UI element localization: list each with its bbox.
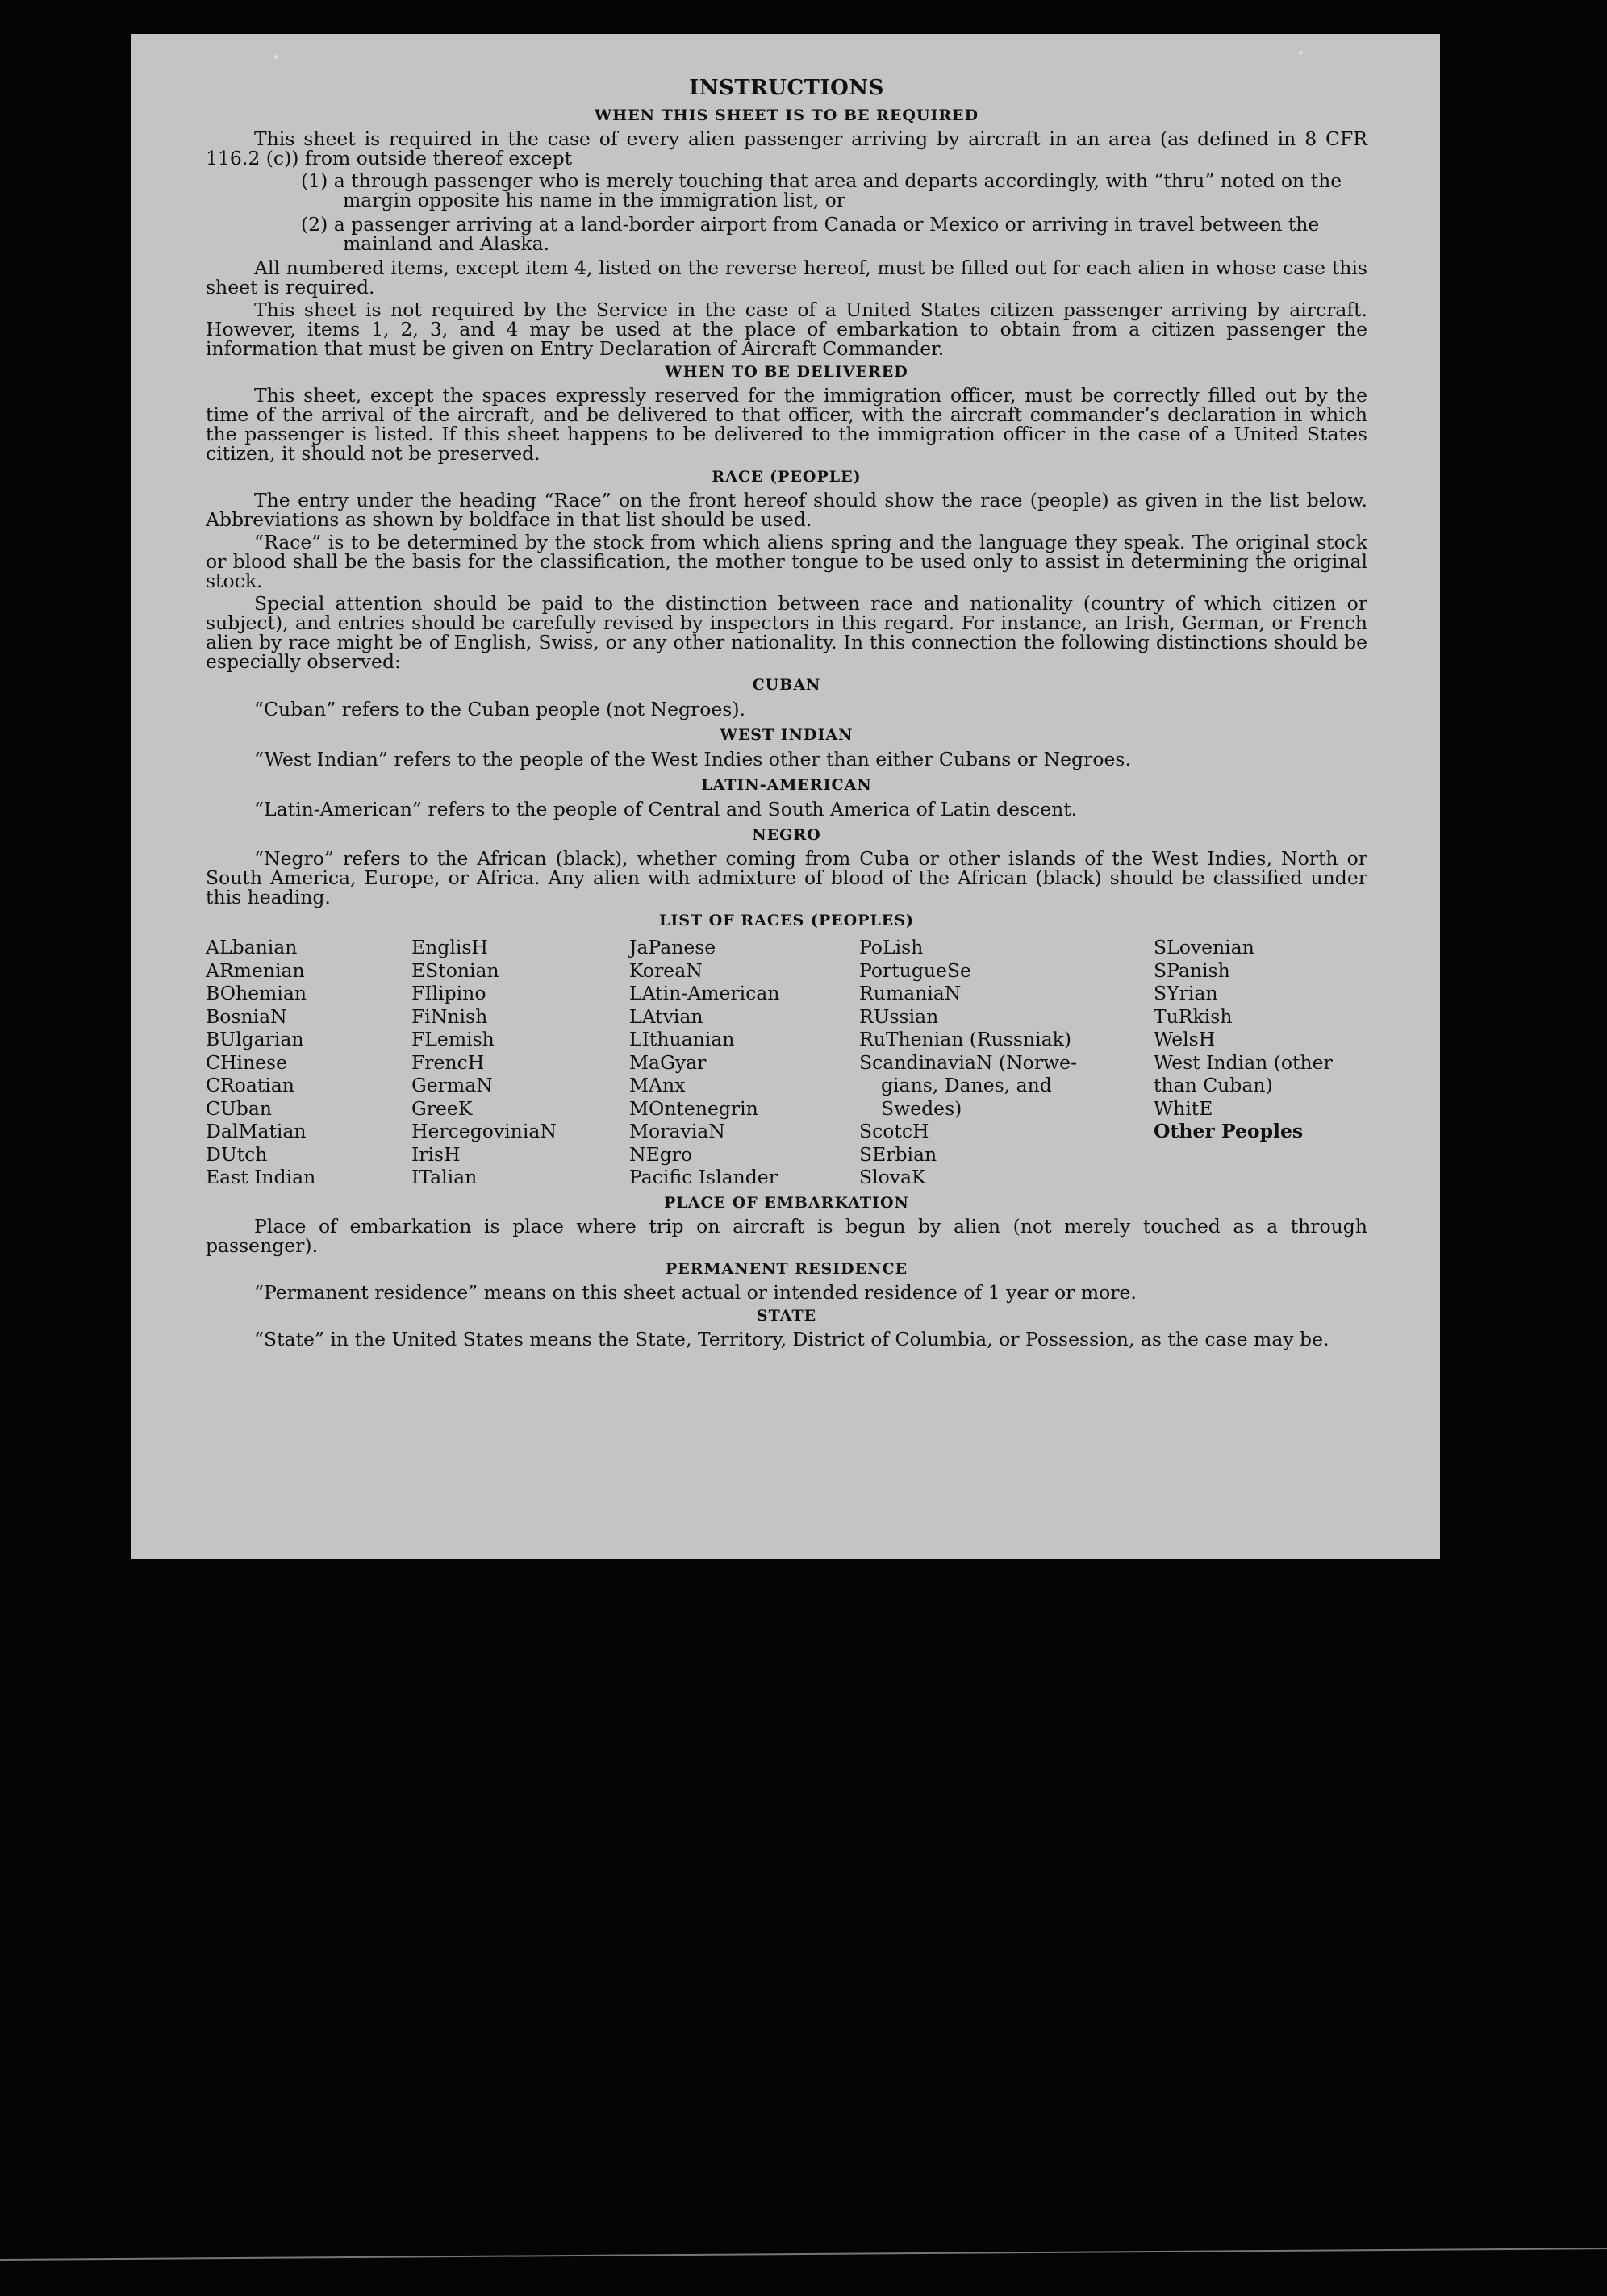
paragraph-numbered-items: All numbered items, except item 4, listed on the reverse hereof, must be filled out for each alien in whose case this sheet is required. xyxy=(206,257,1367,298)
paragraph-required-intro: This sheet is required in the case of every alien passenger arriving by aircraft in an area (as defined in 8 CFR 116.2 (c)) from outside thereof except xyxy=(206,127,1367,169)
race-item: ScotcH xyxy=(859,1120,929,1142)
text-place-of-embarkation: Place of embarkation is place where trip on aircraft is begun by alien (not merely touched as a through passenger). xyxy=(206,1214,1367,1257)
race-item: RUssian xyxy=(859,1004,939,1028)
heading-when-delivered: WHEN TO BE DELIVERED xyxy=(665,363,908,381)
race-item: SErbian xyxy=(859,1142,937,1166)
race-item: PortugueSe xyxy=(859,958,971,982)
text-west-indian: “West Indian” refers to the people of the West Indies other than either Cubans or Negroes. xyxy=(254,748,1131,770)
race-item: KoreaN xyxy=(629,958,703,982)
race-item: DalMatian xyxy=(206,1120,307,1142)
race-column-4 xyxy=(859,936,1154,1189)
list-item-2: (2) a passenger arriving at a land-border airport from Canada or Mexico or arriving in travel between the mainland and Alaska. xyxy=(301,213,1320,255)
race-item: Swedes) xyxy=(881,1096,962,1120)
race-item: SLovenian xyxy=(1154,936,1254,958)
race-column-2 xyxy=(411,936,629,1189)
race-item: than Cuban) xyxy=(1154,1074,1273,1096)
race-item: MoraviaN xyxy=(629,1120,725,1142)
scan-speck xyxy=(274,55,278,59)
race-item: TuRkish xyxy=(1154,1004,1233,1028)
heading-state: STATE xyxy=(756,1306,817,1325)
race-item: NEgro xyxy=(629,1142,693,1166)
paragraph-delivery: This sheet, except the spaces expressly reserved for the immigration officer, must be correctly filled out by the time of the arrival of the aircraft, and be delivered to that officer, with the aircraft commander’s declaration in which the passenger is listed. If this sheet happens to be delivered to the immigration officer in the case of a United States citizen, it should not be preserved. xyxy=(206,384,1367,465)
race-item: JaPanese xyxy=(629,936,716,958)
race-column-5 xyxy=(1154,936,1363,1189)
race-item: SYrian xyxy=(1154,982,1218,1004)
race-item: ScandinaviaN (Norwe- xyxy=(859,1050,1078,1074)
race-item: GermaN xyxy=(411,1074,493,1096)
text-latin-american: “Latin-American” refers to the people of Central and South America of Latin descent. xyxy=(254,798,1078,820)
race-item: SPanish xyxy=(1154,958,1230,982)
scan-speck xyxy=(1299,51,1303,55)
heading-list-of-races: LIST OF RACES (PEOPLES) xyxy=(659,912,914,929)
race-item: RumaniaN xyxy=(859,982,962,1004)
race-item: SlovaK xyxy=(859,1166,926,1188)
race-item: RuThenian (Russniak) xyxy=(859,1028,1071,1050)
text-cuban: “Cuban” refers to the Cuban people (not Negroes). xyxy=(254,698,746,720)
race-item: CRoatian xyxy=(206,1074,294,1096)
paragraph-citizen: This sheet is not required by the Service in the case of a United States citizen passenger arriving by aircraft. However, items 1, 2, 3, and 4 may be used at the place of embarkation to obtain from a citizen passenger the information that must be given on Entry Declaration of Aircraft Commander. xyxy=(206,298,1367,360)
scan-edge-line xyxy=(0,2248,1607,2261)
race-item: ITalian xyxy=(411,1166,478,1188)
race-item: CHinese xyxy=(206,1050,287,1074)
race-item: MOntenegrin xyxy=(629,1096,758,1120)
race-item: LAtvian xyxy=(629,1004,703,1028)
race-item: FIlipino xyxy=(411,982,486,1004)
race-item: MaGyar xyxy=(629,1050,707,1074)
heading-when-required: WHEN THIS SHEET IS TO BE REQUIRED xyxy=(594,106,979,124)
race-column-3 xyxy=(629,936,859,1189)
race-item: MAnx xyxy=(629,1074,686,1096)
race-item: West Indian (other xyxy=(1154,1050,1333,1074)
paragraph-race-stock: “Race” is to be determined by the stock from which aliens spring and the language they speak. The original stock or blood shall be the basis for the classification, the mother tongue to be used only to assist in determining the original stock. xyxy=(206,531,1367,592)
race-item: East Indian xyxy=(206,1166,316,1188)
race-item: LAtin-American xyxy=(629,982,780,1004)
heading-latin-american: LATIN-AMERICAN xyxy=(701,776,872,794)
race-item: GreeK xyxy=(411,1096,473,1120)
race-item: BOhemian xyxy=(206,982,307,1004)
race-item: BUlgarian xyxy=(206,1028,304,1050)
text-state: “State” in the United States means the State, Territory, District of Columbia, or Possession, as the case may be. xyxy=(254,1327,1329,1350)
race-item: EnglisH xyxy=(411,936,488,958)
race-item: DUtch xyxy=(206,1142,268,1166)
list-item-1: (1) a through passenger who is merely touching that area and departs accordingly, with “thru” noted on the margin opposite his name in the immigration list, or xyxy=(301,169,1342,211)
race-item: PoLish xyxy=(859,936,924,958)
race-item: BosniaN xyxy=(206,1004,287,1028)
page-title: INSTRUCTIONS xyxy=(689,76,884,100)
heading-negro: NEGRO xyxy=(752,826,821,844)
heading-cuban: CUBAN xyxy=(752,676,821,694)
heading-permanent-residence: PERMANENT RESIDENCE xyxy=(665,1259,908,1278)
race-item: LIthuanian xyxy=(629,1028,735,1050)
text-permanent-residence: “Permanent residence” means on this sheet actual or intended residence of 1 year or more. xyxy=(254,1280,1137,1304)
heading-place-of-embarkation: PLACE OF EMBARKATION xyxy=(664,1193,909,1212)
instruction-sheet xyxy=(131,34,1440,1559)
race-item: EStonian xyxy=(411,958,499,982)
paragraph-race-entry: The entry under the heading “Race” on the front hereof should show the race (people) as given in the list below. Abbreviations as shown by boldface in that list should be used. xyxy=(206,489,1367,531)
heading-west-indian: WEST INDIAN xyxy=(720,726,854,744)
race-item: Pacific Islander xyxy=(629,1166,778,1188)
text-negro: “Negro” refers to the African (black), whether coming from Cuba or other islands of the West Indies, North or South America, Europe, or Africa. Any alien with admixture of blood of the African (black) should be classified under this heading. xyxy=(206,847,1367,908)
paragraph-race-nationality: Special attention should be paid to the distinction between race and nationality (country of which citizen or subject), and entries should be carefully revised by inspectors in this regard. For instance, an Irish, German, or French alien by race might be of English, Swiss, or any other nationality. In this connection the following distinctions should be especially observed: xyxy=(206,592,1367,673)
race-item: Other Peoples xyxy=(1154,1120,1304,1142)
race-item: CUban xyxy=(206,1096,272,1120)
race-item: WhitE xyxy=(1154,1096,1213,1120)
race-item: FrencH xyxy=(411,1050,485,1074)
race-item: WelsH xyxy=(1154,1028,1216,1050)
race-item: FLemish xyxy=(411,1028,495,1050)
race-item: HercegoviniaN xyxy=(411,1120,557,1142)
race-item: ALbanian xyxy=(206,936,298,958)
race-item: gians, Danes, and xyxy=(881,1074,1052,1096)
race-item: FiNnish xyxy=(411,1004,488,1028)
race-item: ARmenian xyxy=(206,958,305,982)
race-list xyxy=(206,936,1367,1189)
heading-race: RACE (PEOPLE) xyxy=(712,468,862,486)
race-column-1 xyxy=(206,936,411,1189)
race-item: IrisH xyxy=(411,1142,461,1166)
